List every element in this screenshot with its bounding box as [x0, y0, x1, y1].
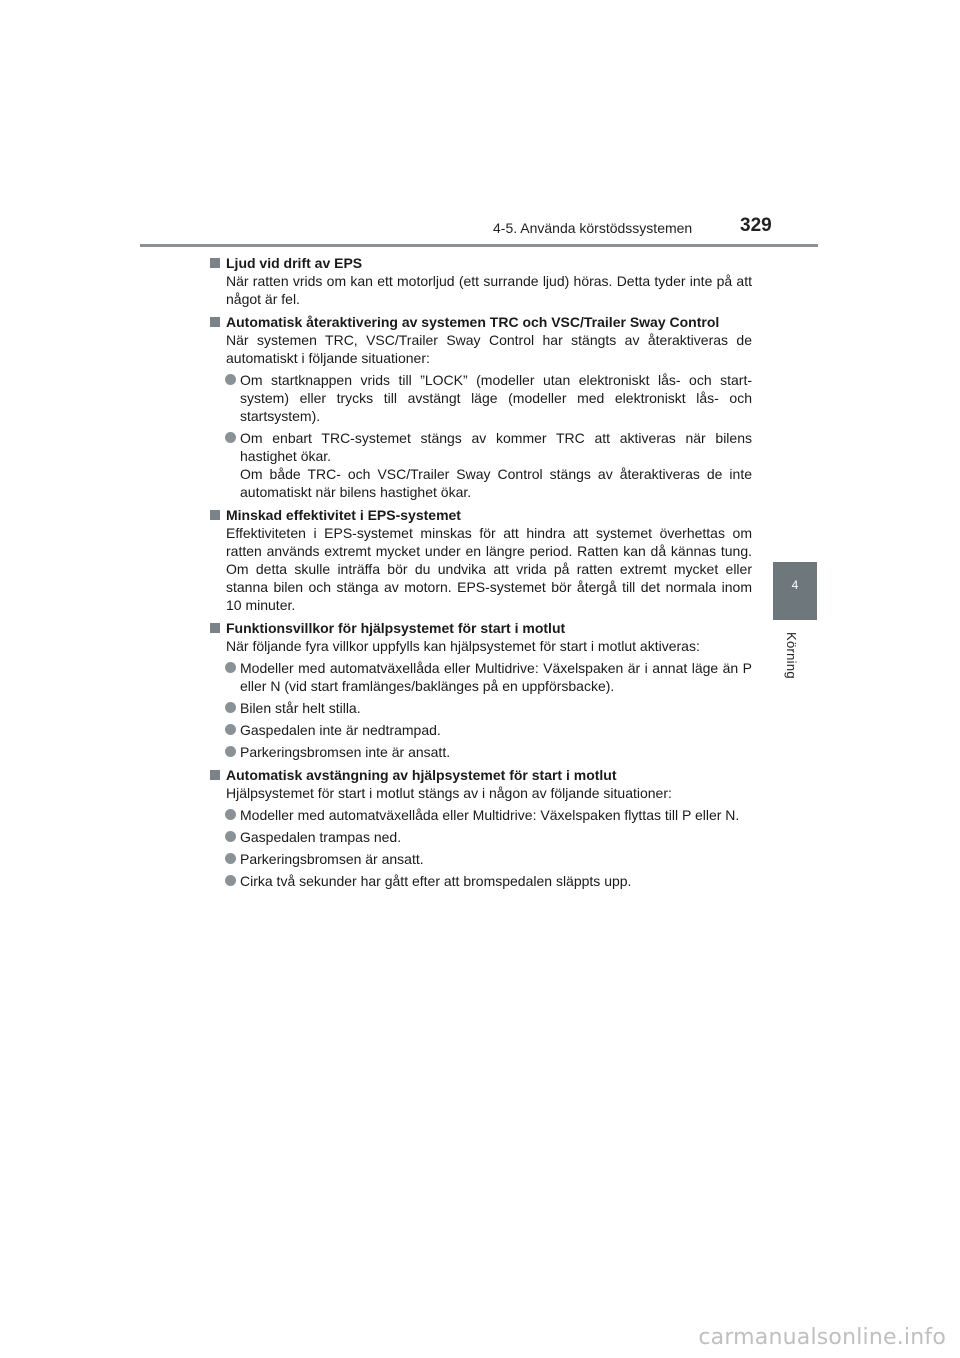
square-bullet-icon: [210, 510, 220, 520]
section-heading-text: Automatisk återaktivering av systemen TRC och VSC/Trailer Sway Control: [226, 314, 720, 330]
section-paragraph: Effektiviteten i EPS-systemet minskas för att hindra att systemet överhettas om ratten används extremt mycket under en längre period. Ratten kan då kännas tung. Om detta skulle inträffa bör du undvika att vrida på ratten extremt mycket eller stanna bilen och stänga av motorn. EPS-systemet bör återgå till det normala inom 10 minuter.: [226, 525, 752, 613]
circle-bullet-icon: [225, 374, 236, 385]
list-item: [210, 699, 752, 717]
circle-bullet-icon: [225, 662, 236, 673]
chapter-tab: [773, 562, 817, 620]
running-header-section: 4-5. Använda körstödssystemen: [493, 220, 693, 236]
list-item: [210, 850, 752, 868]
list-item: [210, 828, 752, 846]
circle-bullet-icon: [225, 702, 236, 713]
page-number: 329: [740, 215, 772, 236]
circle-bullet-icon: [225, 831, 236, 842]
info-section: [210, 619, 752, 761]
section-heading: [210, 254, 752, 272]
circle-bullet-icon: [225, 746, 236, 757]
section-paragraph: När ratten vrids om kan ett motorljud (ett surrande ljud) höras. Detta tyder inte på att något är fel.: [226, 273, 752, 307]
list-item: [210, 429, 752, 501]
square-bullet-icon: [210, 317, 220, 327]
section-paragraph: När följande fyra villkor uppfylls kan hjälpsystemet för start i motlut aktiveras:: [226, 638, 700, 654]
section-paragraph: När systemen TRC, VSC/Trailer Sway Control har stängts av återaktiveras de automatiskt i följande situationer:: [226, 332, 752, 366]
list-item-text: Modeller med automatväxellåda eller Multidrive: Växelspaken flyttas till P eller N.: [240, 807, 740, 823]
info-section: [210, 766, 752, 890]
square-bullet-icon: [210, 770, 220, 780]
list-item-text: Om både TRC- och VSC/Trailer Sway Control stängs av återaktiveras de inte automatiskt när bilens hastighet ökar.: [240, 466, 752, 500]
square-bullet-icon: [210, 623, 220, 633]
section-heading-text: Ljud vid drift av EPS: [226, 255, 363, 271]
chapter-label: Körning: [784, 632, 799, 679]
list-item: [210, 743, 752, 761]
section-heading: [210, 506, 752, 524]
section-heading-text: Minskad effektivitet i EPS-systemet: [226, 507, 461, 523]
list-item-text: Bilen står helt stilla.: [240, 700, 361, 716]
list-item-text: Parkeringsbromsen inte är ansatt.: [240, 744, 451, 760]
circle-bullet-icon: [225, 432, 236, 443]
section-paragraph: Hjälpsystemet för start i motlut stängs av i någon av följande situationer:: [226, 785, 672, 801]
page-content: [210, 254, 752, 890]
circle-bullet-icon: [225, 875, 236, 886]
list-item-text: Cirka två sekunder har gått efter att bromspedalen släppts upp.: [240, 873, 632, 889]
info-section: [210, 313, 752, 501]
info-section: [210, 506, 752, 614]
chapter-number: 4: [791, 578, 799, 592]
list-item-text: Gaspedalen inte är nedtrampad.: [240, 722, 441, 738]
section-heading-text: Funktionsvillkor för hjälpsystemet för start i motlut: [226, 620, 566, 636]
info-section: [210, 254, 752, 308]
list-item: [210, 806, 752, 824]
square-bullet-icon: [210, 258, 220, 268]
list-item: [210, 721, 752, 739]
circle-bullet-icon: [225, 853, 236, 864]
section-heading: [210, 766, 752, 784]
list-item: [210, 659, 752, 695]
watermark: carmanualsonline.info: [698, 1325, 946, 1350]
section-heading: [210, 619, 752, 637]
list-item-text: Om enbart TRC-systemet stängs av kommer TRC att aktiveras när bilens hastighet ökar.: [240, 430, 752, 464]
list-item-text: Om startknappen vrids till ”LOCK” (modeller utan elektroniskt lås- och start-system) eller trycks till avstängt läge (modeller med elektroniskt lås- och startsystem).: [240, 372, 752, 424]
list-item-text: Parkeringsbromsen är ansatt.: [240, 851, 424, 867]
section-heading-text: Automatisk avstängning av hjälpsystemet för start i motlut: [226, 767, 617, 783]
list-item: [210, 872, 752, 890]
list-item-text: Modeller med automatväxellåda eller Multidrive: Växelspaken är i annat läge än P eller N (vid start framlänges/baklänges på en uppförsbacke).: [240, 660, 752, 694]
circle-bullet-icon: [225, 724, 236, 735]
header-divider: [140, 244, 818, 247]
list-item-text: Gaspedalen trampas ned.: [240, 829, 402, 845]
circle-bullet-icon: [225, 809, 236, 820]
section-heading: [210, 313, 752, 331]
list-item: [210, 371, 752, 425]
